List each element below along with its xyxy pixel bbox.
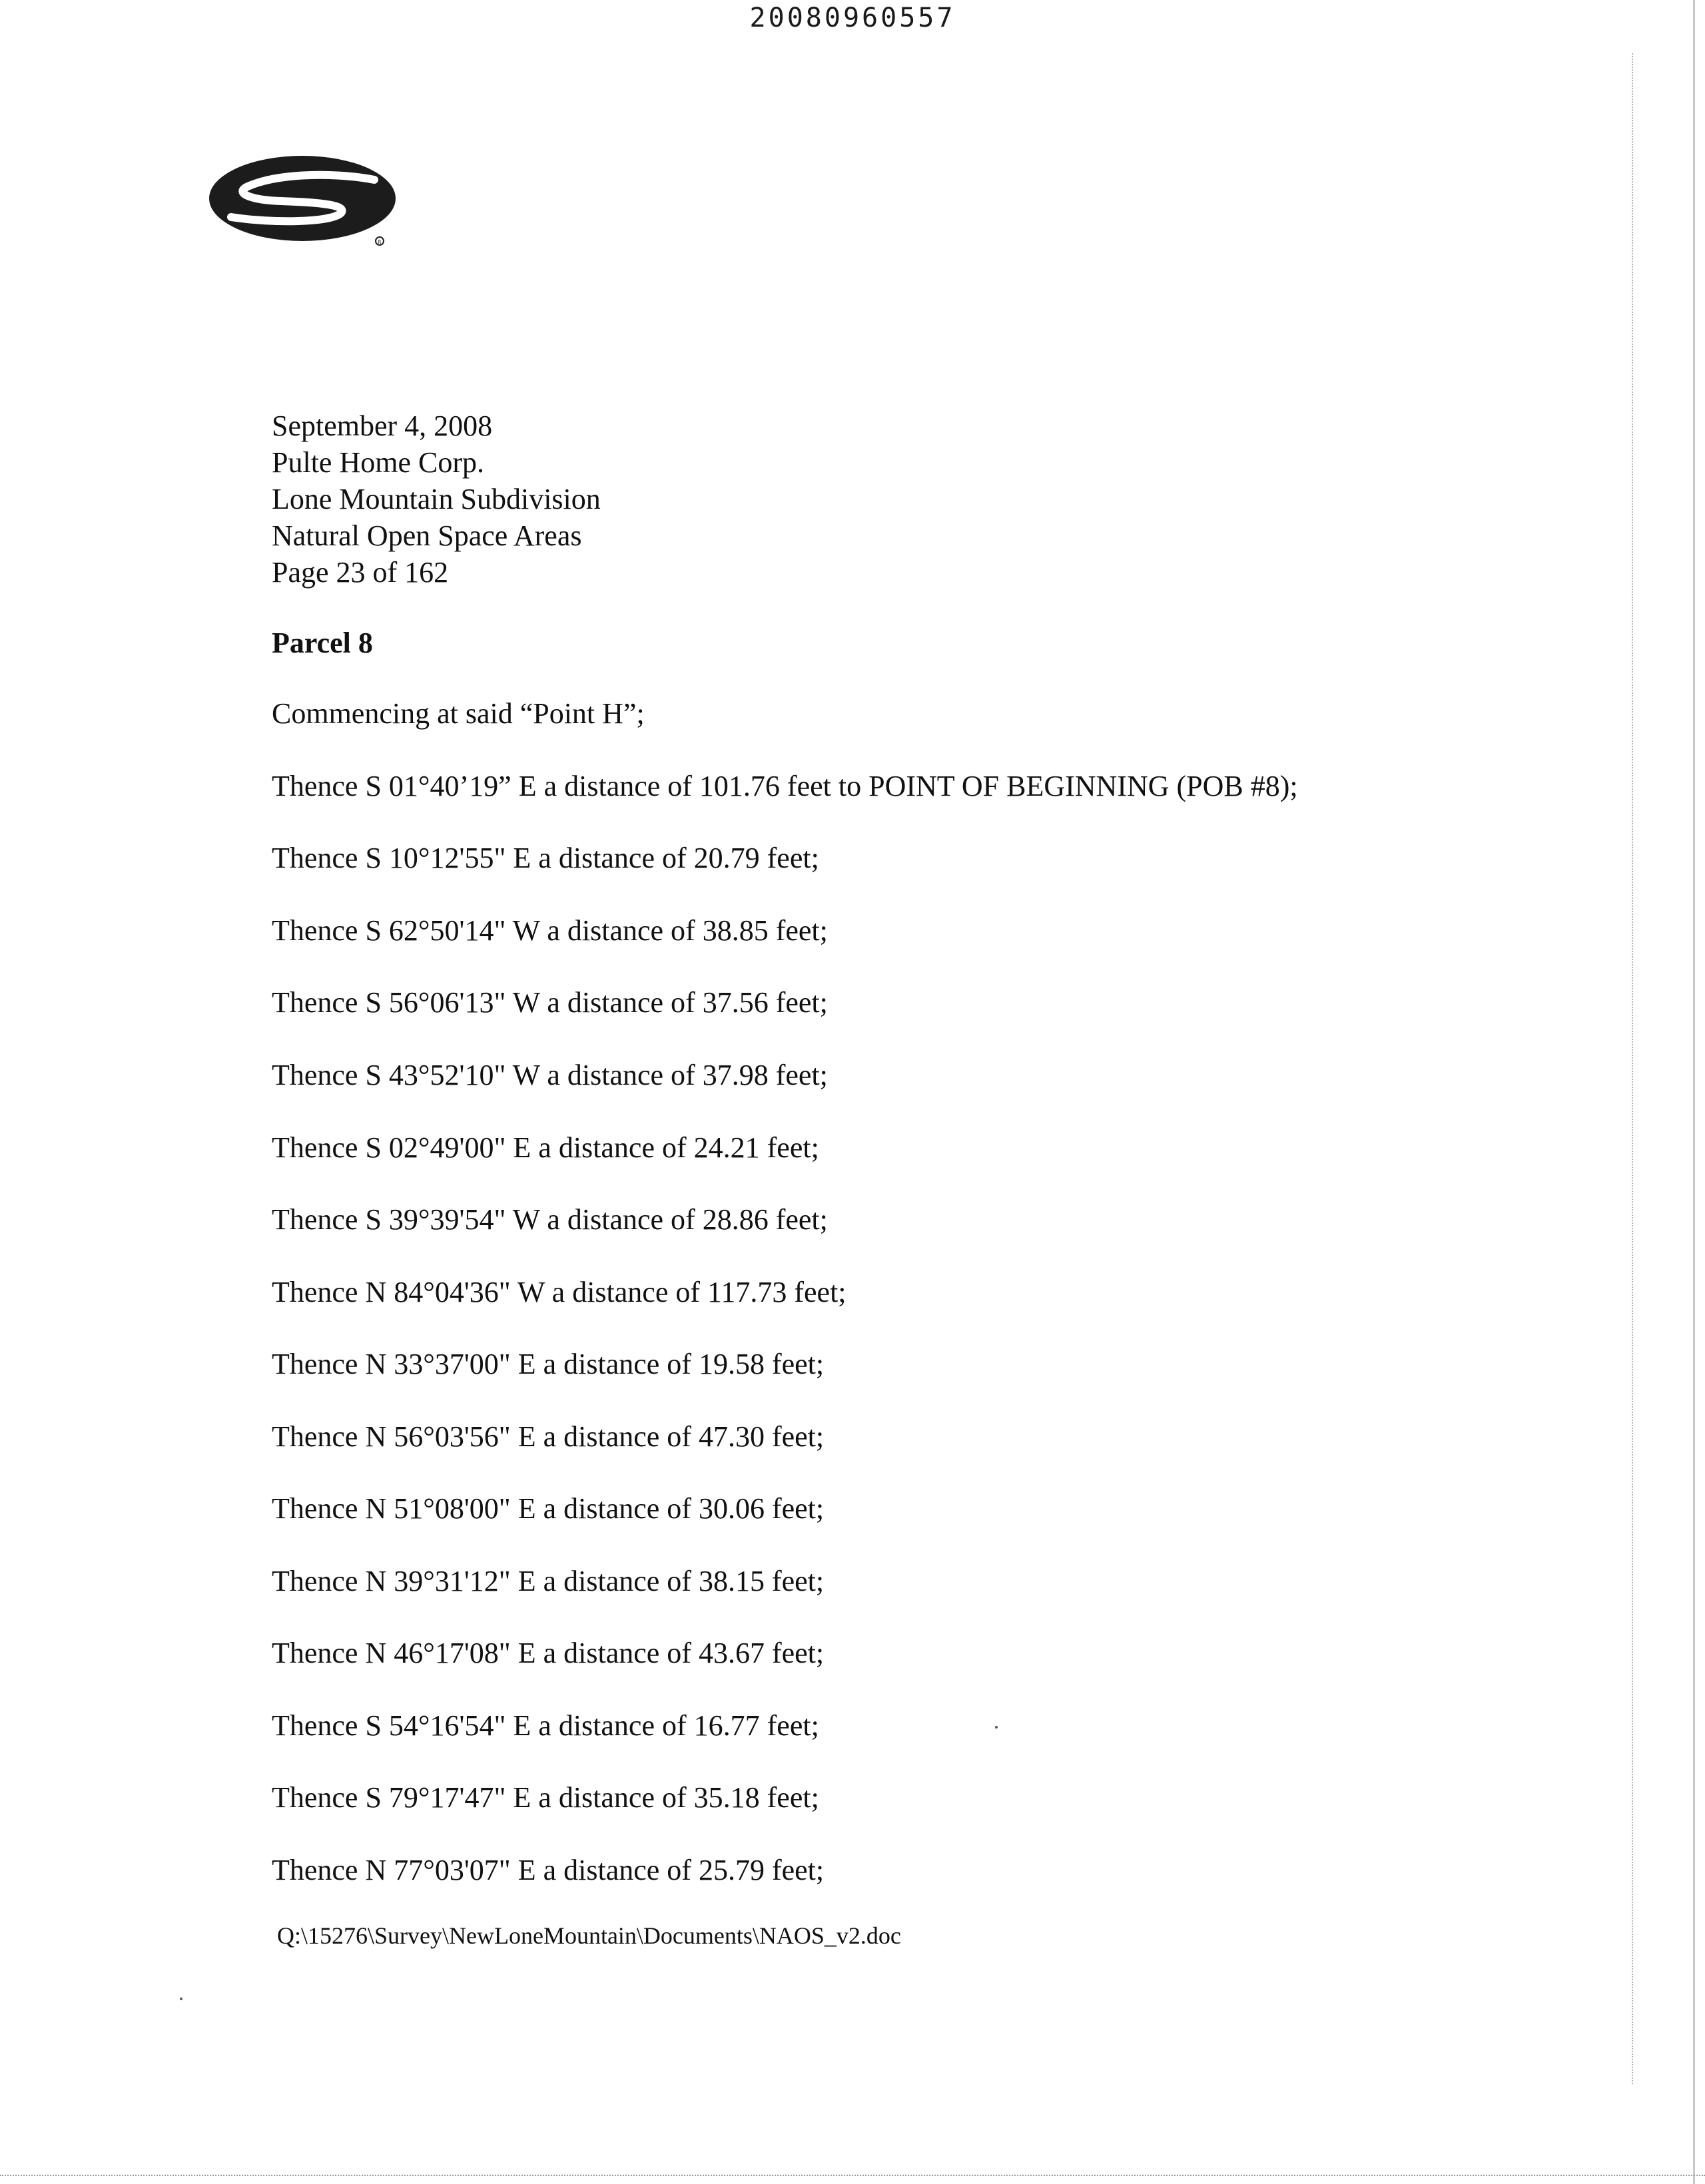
scan-edge-dotted: [1632, 53, 1633, 2084]
course-line: Thence N 51°08'00" E a distance of 30.06 feet;: [272, 1492, 825, 1525]
course-line: Thence S 56°06'13" W a distance of 37.56 feet;: [272, 986, 828, 1019]
course-line: Thence S 02°49'00" E a distance of 24.21 feet;: [272, 1131, 819, 1164]
header-project: Lone Mountain Subdivision: [272, 483, 601, 515]
header-date: September 4, 2008: [272, 410, 493, 442]
course-line: Thence S 43°52'10" W a distance of 37.98 feet;: [272, 1059, 828, 1091]
footer-file-path: Q:\15276\Survey\NewLoneMountain\Documents\NAOS_v2.doc: [277, 1922, 901, 1949]
course-line: Thence N 46°17'08" E a distance of 43.67 feet;: [272, 1637, 825, 1669]
course-line: Thence N 84°04'36" W a distance of 117.73 feet;: [272, 1276, 847, 1308]
header-page: Page 23 of 162: [272, 556, 449, 589]
document-number: 20080960557: [749, 3, 956, 33]
course-line: Thence N 56°03'56" E a distance of 47.30 feet;: [272, 1420, 825, 1453]
header-subject: Natural Open Space Areas: [272, 519, 582, 552]
commencing-line: Commencing at said “Point H”;: [272, 697, 645, 730]
letter-header: [272, 408, 601, 591]
course-line: Thence S 62°50'14" W a distance of 38.85 feet;: [272, 914, 828, 947]
course-line: Thence S 54°16'54" E a distance of 16.77 feet;: [272, 1709, 819, 1742]
header-client: Pulte Home Corp.: [272, 446, 484, 479]
scan-speck: [995, 1726, 998, 1729]
scan-speck: [180, 1998, 182, 2000]
course-line: Thence S 39°39'54" W a distance of 28.86 feet;: [272, 1203, 828, 1236]
scan-edge: [1693, 0, 1695, 2184]
course-line: Thence S 01°40’19” E a distance of 101.76 feet to POINT OF BEGINNING (POB #8);: [272, 770, 1298, 802]
s-logo-icon: [208, 148, 408, 254]
course-line: Thence S 79°17'47" E a distance of 35.18 feet;: [272, 1781, 819, 1814]
scan-bottom-edge: [0, 2175, 1705, 2176]
course-line: Thence N 77°03'07" E a distance of 25.79 feet;: [272, 1854, 825, 1886]
parcel-title: Parcel 8: [272, 627, 373, 659]
course-line: Thence S 10°12'55" E a distance of 20.79 feet;: [272, 842, 819, 874]
course-line: Thence N 39°31'12" E a distance of 38.15 feet;: [272, 1565, 825, 1597]
course-line: Thence N 33°37'00" E a distance of 19.58 feet;: [272, 1348, 825, 1380]
svg-text:R: R: [378, 239, 382, 245]
